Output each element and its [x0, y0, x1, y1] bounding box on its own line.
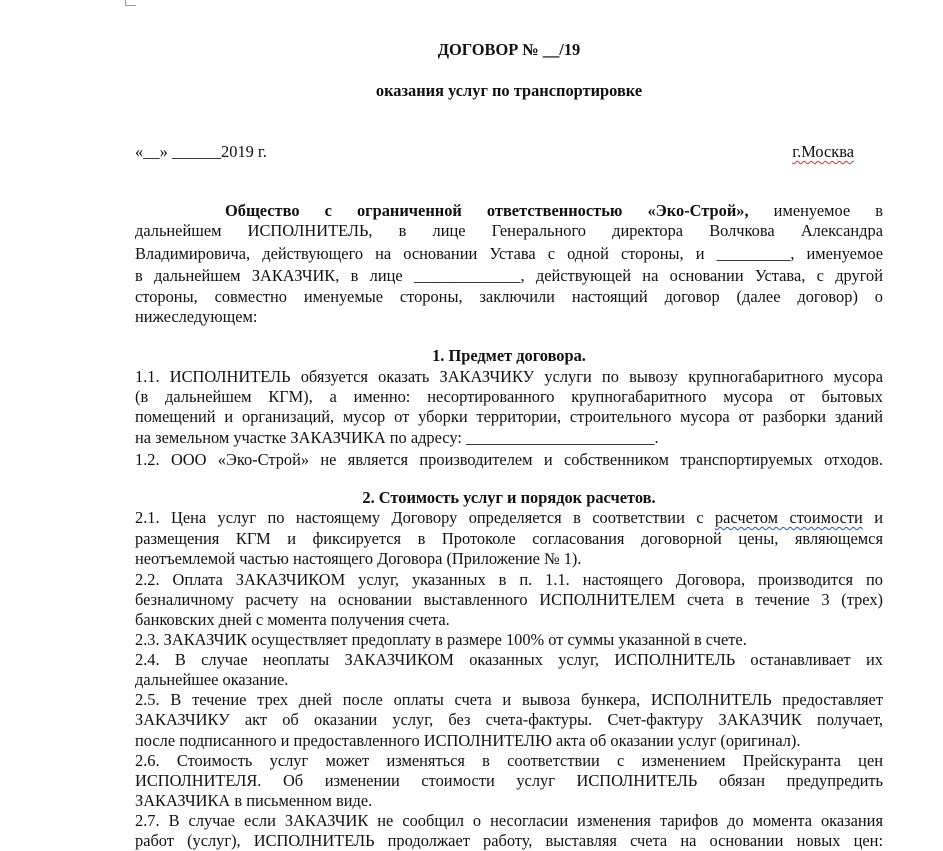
contract-title: ДОГОВОР № __/19 [437, 40, 581, 59]
preamble-line-1 [225, 201, 883, 221]
clause-2-1-line-1 [135, 508, 883, 528]
contract-subtitle: оказания услуг по транспортировке [375, 81, 643, 100]
clause-1-1-line-2: (в дальнейшем КГМ), а именно: несортированного крупногабаритного мусора от бытовых [135, 387, 883, 406]
clause-2-5-line-2: ЗАКАЗЧИКУ акт об оказании услуг, без счета-фактуры. Счет-фактуру ЗАКАЗЧИК получает, [135, 710, 883, 729]
clause-2-7-line-2: работ (услуг), ИСПОЛНИТЕЛЬ продолжает работу, выставляя счета на основании новых цен: [135, 831, 883, 850]
clause-2-2-line-1: 2.2. Оплата ЗАКАЗЧИКОМ услуг, указанных в п. 1.1. настоящего Договора, производится по [135, 570, 883, 589]
section-1-heading: 1. Предмет договора. [432, 346, 586, 365]
preamble-line-6: нижеследующем: [135, 307, 258, 326]
preamble-line-3: Владимировича, действующего на основании Устава с одной стороны, и _________, именуемое [135, 244, 883, 263]
clause-2-2-line-2: безналичному расчету на основании выставленного ИСПОЛНИТЕЛЕМ счета в течение 3 (трех) [135, 590, 883, 609]
clause-2-3-line-1: 2.3. ЗАКАЗЧИК осуществляет предоплату в размере 100% от суммы указанной в счете. [135, 630, 747, 649]
preamble-line-4: в дальнейшем ЗАКАЗЧИК, в лице _____________, действующей на основании Устава, с другой [135, 266, 883, 285]
clause-1-1-line-1: 1.1. ИСПОЛНИТЕЛЬ обязуется оказать ЗАКАЗЧИКУ услуги по вывозу крупногабаритного мусора [135, 367, 883, 386]
clause-2-7-line-1: 2.7. В случае если ЗАКАЗЧИК не сообщил о несогласии изменения тарифов до момента оказания [135, 811, 883, 830]
clause-2-1-line-2: размещения КГМ и фиксируется в Протоколе согласования договорной цены, являющемся [135, 529, 883, 548]
company-name: Общество с ограниченной ответственностью «Эко-Строй», [225, 201, 749, 220]
clause-2-6-line-3: ЗАКАЗЧИКА в письменном виде. [135, 791, 373, 810]
clause-2-1-text: 2.1. Цена услуг по настоящему Договору определяется в соответствии с [135, 508, 715, 527]
clause-1-1-line-4: на земельном участке ЗАКАЗЧИКА по адресу: _______________________. [135, 428, 659, 447]
clause-2-4-line-1: 2.4. В случае неоплаты ЗАКАЗЧИКОМ оказанных услуг, ИСПОЛНИТЕЛЬ останавливает их [135, 650, 883, 669]
clause-2-1-line-3: неотъемлемой частью настоящего Договора (Приложение № 1). [135, 549, 582, 568]
clause-2-1-text-end: и [862, 508, 883, 527]
page-corner-mark [125, 0, 136, 6]
clause-2-6-line-1: 2.6. Стоимость услуг может изменяться в соответствии с изменением Прейскуранта цен [135, 751, 883, 770]
preamble-line-5: стороны, совместно именуемые стороны, заключили настоящий договор (далее договор) о [135, 287, 883, 306]
preamble-text: именуемое в [748, 201, 883, 220]
clause-2-2-line-3: банковских дней с момента получения счета. [135, 610, 450, 629]
clause-1-1-line-3: помещений и организаций, мусор от уборки территории, строительного мусора от разборки зданий [135, 407, 883, 426]
spellcheck-phrase: расчетом стоимости [714, 508, 863, 527]
contract-date: «__» ______2019 г. [135, 142, 267, 161]
clause-2-4-line-2: дальнейшее оказание. [135, 670, 289, 689]
clause-2-5-line-1: 2.5. В течение трех дней после оплаты счета и вывоза бункера, ИСПОЛНИТЕЛЬ предоставляет [135, 690, 883, 709]
clause-2-5-line-3: после подписанного и предоставленного ИСПОЛНИТЕЛЮ акта об оказании услуг (оригинал). [135, 731, 801, 750]
contract-city: г.Москва [792, 142, 854, 161]
clause-1-2-line-1: 1.2. ООО «Эко-Строй» не является производителем и собственником транспортируемых отходов. [135, 450, 883, 469]
section-2-heading: 2. Стоимость услуг и порядок расчетов. [362, 488, 656, 507]
preamble-line-2: дальнейшем ИСПОЛНИТЕЛЬ, в лице Генерального директора Волчкова Александра [135, 221, 883, 240]
clause-2-6-line-2: ИСПОЛНИТЕЛЯ. Об изменении стоимости услуг ИСПОЛНИТЕЛЬ обязан предупредить [135, 771, 883, 790]
contract-date-line [135, 142, 883, 162]
